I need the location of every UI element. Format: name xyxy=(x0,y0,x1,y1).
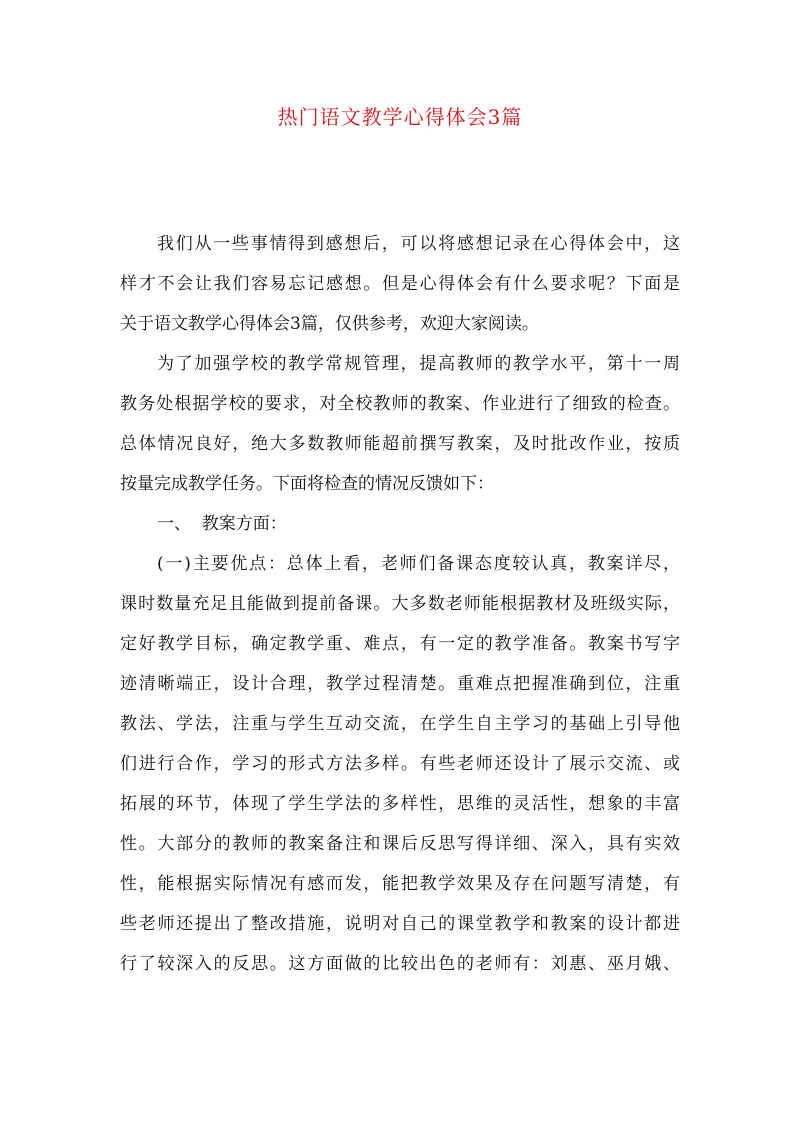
paragraph-line: 总体情况良好，绝大多数教师能超前撰写教案，及时批改作业，按质 xyxy=(120,434,680,454)
paragraph-line: 为了加强学校的教学常规管理，提高教师的教学水平，第十一周 xyxy=(157,354,680,374)
paragraph-line: 拓展的环节，体现了学生学法的多样性，思维的灵活性，想象的丰富 xyxy=(120,794,680,814)
paragraph-line: 们进行合作，学习的形式方法多样。有些老师还设计了展示交流、或 xyxy=(120,754,680,774)
paragraph-line: 些老师还提出了整改措施，说明对自己的课堂教学和教案的设计都进 xyxy=(120,914,680,934)
paragraph-line: 教务处根据学校的要求，对全校教师的教案、作业进行了细致的检查。 xyxy=(120,394,680,414)
paragraph-line: 性，能根据实际情况有感而发，能把教学效果及存在问题写清楚，有 xyxy=(120,874,680,894)
paragraph-line: 行了较深入的反思。这方面做的比较出色的老师有：刘惠、巫月娥、 xyxy=(120,954,680,974)
paragraph-line: (一)主要优点：总体上看，老师们备课态度较认真，教案详尽， xyxy=(157,554,680,574)
paragraph-line: 性。大部分的教师的教案备注和课后反思写得详细、深入，具有实效 xyxy=(120,834,680,854)
paragraph-line: 迹清晰端正，设计合理，教学过程清楚。重难点把握准确到位，注重 xyxy=(120,674,680,694)
document-title: 热门语文教学心得体会3篇 xyxy=(277,105,523,129)
paragraph-line: 按量完成教学任务。下面将检查的情况反馈如下： xyxy=(120,474,494,494)
paragraph-line: 关于语文教学心得体会3篇，仅供参考，欢迎大家阅读。 xyxy=(120,314,539,334)
paragraph-line: 教法、学法，注重与学生互动交流，在学生自主学习的基础上引导他 xyxy=(120,714,680,734)
paragraph-line: 样才不会让我们容易忘记感想。但是心得体会有什么要求呢？下面是 xyxy=(120,274,680,294)
paragraph-line: 定好教学目标，确定教学重、难点，有一定的教学准备。教案书写字 xyxy=(120,634,680,654)
paragraph-line: 我们从一些事情得到感想后，可以将感想记录在心得体会中，这 xyxy=(157,234,680,254)
section-heading: 一、 教案方面： xyxy=(157,514,287,534)
paragraph-line: 课时数量充足且能做到提前备课。大多数老师能根据教材及班级实际， xyxy=(120,594,680,614)
